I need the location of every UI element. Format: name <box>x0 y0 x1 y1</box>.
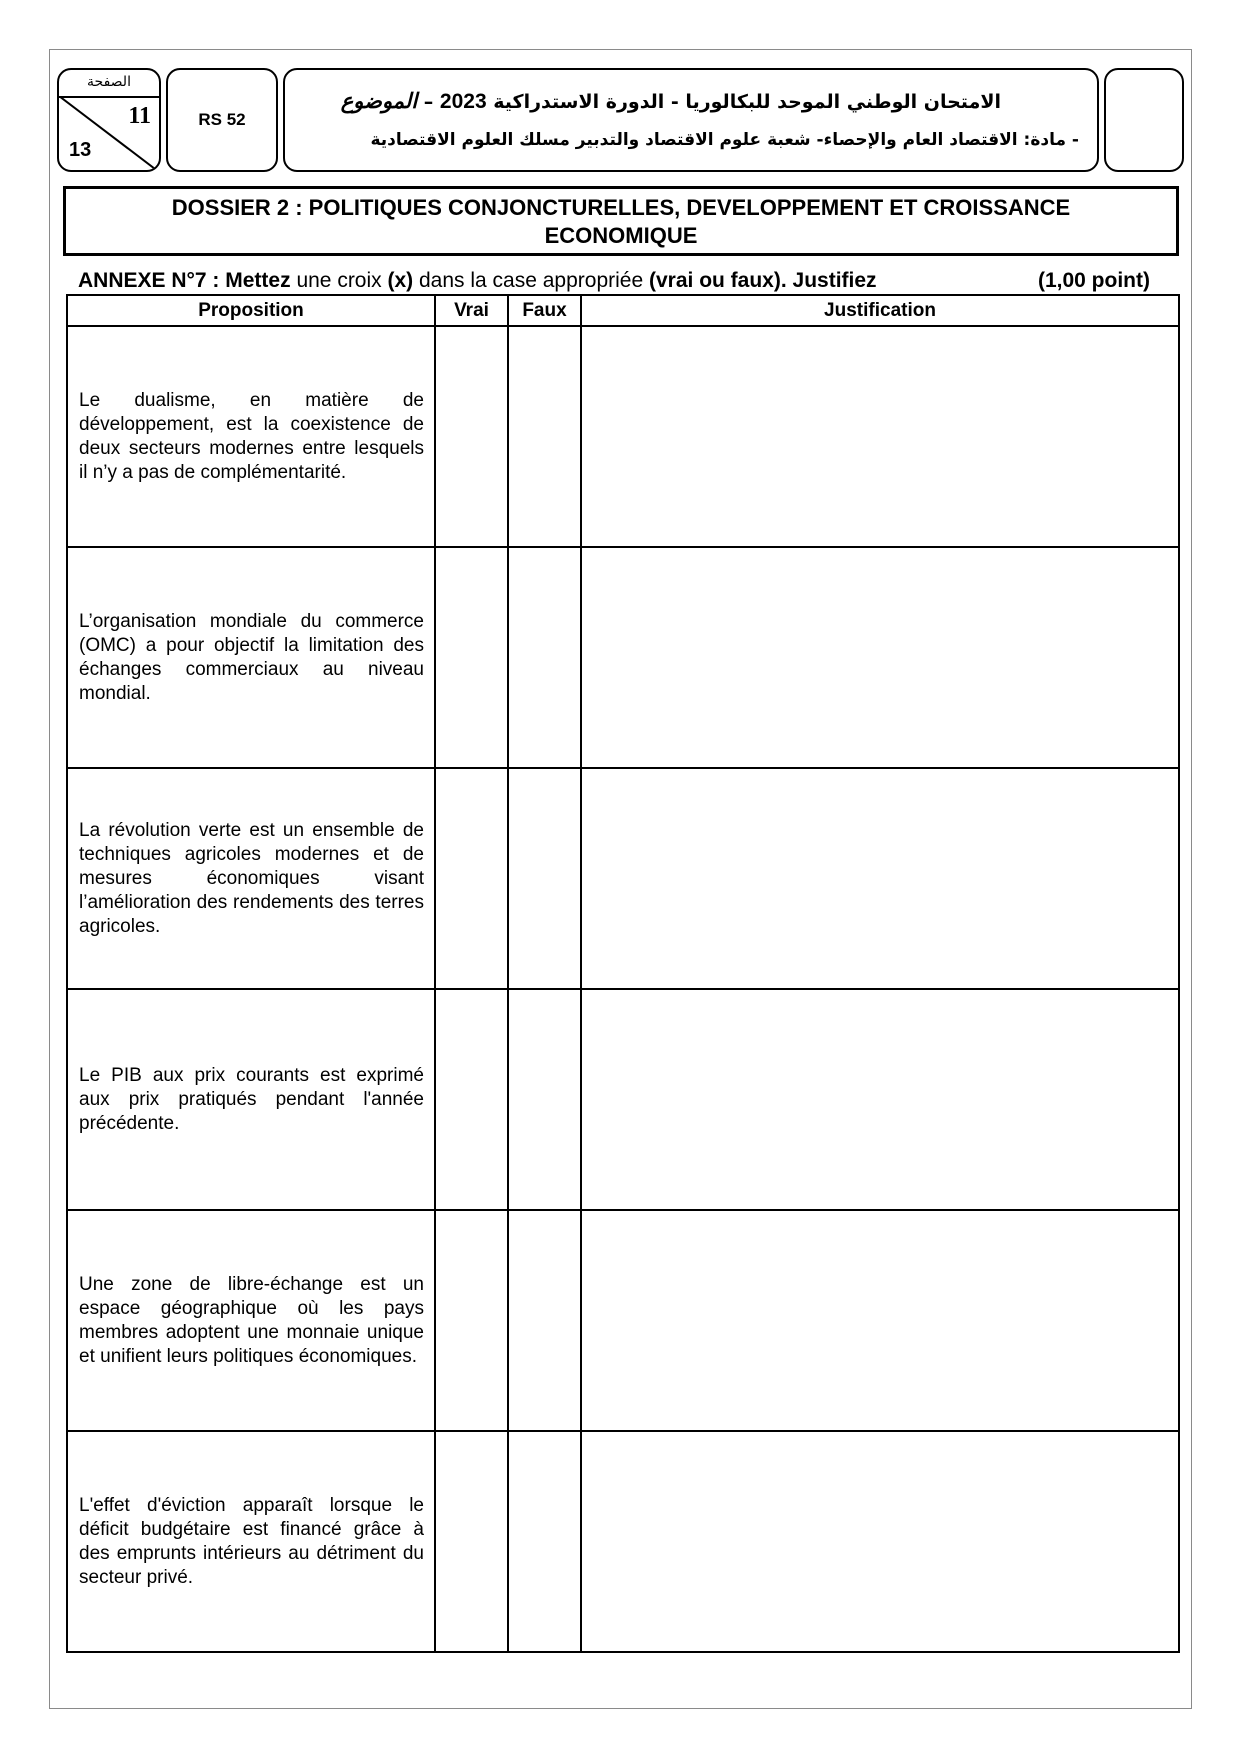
exam-title-line2: - مادة: الاقتصاد العام والإحصاء- شعبة علوم الاقتصاد والتدبير مسلك العلوم الاقتصادية <box>370 130 1079 150</box>
annex-label: ANNEXE N°7 : Mettez <box>78 269 291 292</box>
header-faux: Faux <box>508 295 581 326</box>
justification-cell[interactable] <box>581 1431 1179 1652</box>
title-dash: – <box>423 91 434 113</box>
annex-text2: dans la case appropriée <box>413 269 649 292</box>
exam-title-line1 <box>341 88 1001 114</box>
faux-checkbox-cell[interactable] <box>508 1210 581 1431</box>
exam-year: 2023 <box>439 90 487 113</box>
faux-checkbox-cell[interactable] <box>508 989 581 1210</box>
vrai-checkbox-cell[interactable] <box>435 326 508 547</box>
faux-checkbox-cell[interactable] <box>508 326 581 547</box>
annex-instruction <box>78 268 1150 294</box>
table-header-row <box>67 295 1179 326</box>
page-number: 11 <box>128 103 151 129</box>
blank-box <box>1104 68 1184 172</box>
table-row <box>67 326 1179 547</box>
annex-mark: (x) <box>387 269 414 292</box>
proposition-cell: Le PIB aux prix courants est exprimé aux prix pratiqués pendant l'année précédente. <box>67 989 435 1210</box>
justification-cell[interactable] <box>581 989 1179 1210</box>
exam-title-box <box>283 68 1099 172</box>
faux-checkbox-cell[interactable] <box>508 547 581 768</box>
page-label: الصفحة <box>59 70 159 98</box>
proposition-cell: Le dualisme, en matière de développement, est la coexistence de deux secteurs modernes entre lesquels il n’y a pas de complémentarité. <box>67 326 435 547</box>
vrai-checkbox-cell[interactable] <box>435 1431 508 1652</box>
exam-session: الامتحان الوطني الموحد للبكالوريا - الدورة الاستدراكية <box>493 91 1001 113</box>
justification-cell[interactable] <box>581 326 1179 547</box>
proposition-cell: La révolution verte est un ensemble de techniques agricoles modernes et de mesures économiques visant l’amélioration des rendements des terres agricoles. <box>67 768 435 989</box>
vrai-checkbox-cell[interactable] <box>435 768 508 989</box>
table-row <box>67 547 1179 768</box>
header-justification: Justification <box>581 295 1179 326</box>
page-number-box <box>57 68 161 172</box>
justification-cell[interactable] <box>581 547 1179 768</box>
justification-cell[interactable] <box>581 768 1179 989</box>
exam-code-box <box>166 68 278 172</box>
table-row <box>67 1210 1179 1431</box>
page-total: 13 <box>69 139 92 161</box>
faux-checkbox-cell[interactable] <box>508 768 581 989</box>
header-vrai: Vrai <box>435 295 508 326</box>
dossier-title <box>63 186 1179 256</box>
exam-code: RS 52 <box>198 110 246 129</box>
table-row <box>67 989 1179 1210</box>
true-false-table <box>66 294 1180 1653</box>
dossier-title-line2: ECONOMIQUE <box>544 223 698 248</box>
justification-cell[interactable] <box>581 1210 1179 1431</box>
annex-points: (1,00 point) <box>1037 269 1150 292</box>
vrai-checkbox-cell[interactable] <box>435 1210 508 1431</box>
table-row <box>67 768 1179 989</box>
vrai-checkbox-cell[interactable] <box>435 547 508 768</box>
faux-checkbox-cell[interactable] <box>508 1431 581 1652</box>
proposition-cell: Une zone de libre-échange est un espace géographique où les pays membres adoptent une monnaie unique et unifient leurs politiques économiques. <box>67 1210 435 1431</box>
header-proposition: Proposition <box>67 295 435 326</box>
annex-choice: (vrai ou faux). Justifiez <box>649 269 877 292</box>
dossier-title-line1: DOSSIER 2 : POLITIQUES CONJONCTURELLES, DEVELOPPEMENT ET CROISSANCE <box>171 195 1071 220</box>
vrai-checkbox-cell[interactable] <box>435 989 508 1210</box>
subject-word: الموضوع <box>340 88 418 113</box>
proposition-cell: L'effet d'éviction apparaît lorsque le déficit budgétaire est financé grâce à des emprunts intérieurs au détriment du secteur privé. <box>67 1431 435 1652</box>
proposition-cell: L’organisation mondiale du commerce (OMC) a pour objectif la limitation des échanges commerciaux au niveau mondial. <box>67 547 435 768</box>
table-row <box>67 1431 1179 1652</box>
annex-text1: une croix <box>290 269 388 292</box>
